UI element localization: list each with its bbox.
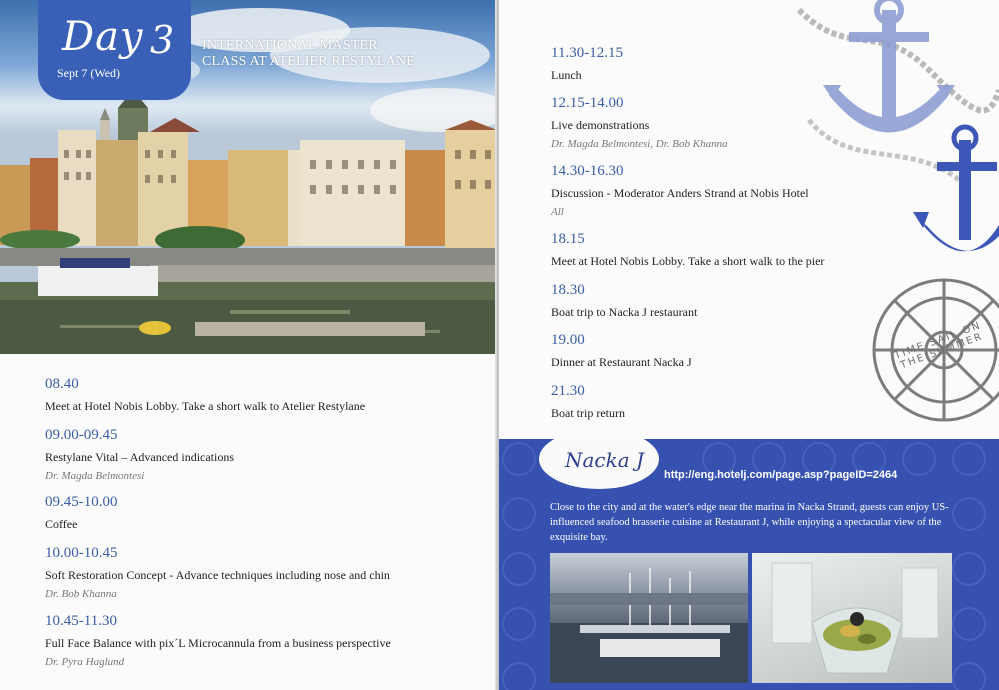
schedule-description: Boat trip return: [551, 406, 625, 420]
schedule-time: 11.30-12.15: [551, 45, 623, 61]
dish-illustration: [752, 553, 952, 683]
schedule-time: 14.30-16.30: [551, 163, 624, 179]
schedule-speaker: Dr. Magda Belmontesi, Dr. Bob Khanna: [551, 138, 728, 150]
headline-line-1: INTERNATIONAL MASTER: [202, 38, 378, 53]
day-number: 3: [150, 18, 175, 62]
schedule-time: 10.45-11.30: [45, 613, 117, 629]
day-word: Day: [62, 14, 144, 60]
schedule-item: [45, 493, 118, 532]
day-badge: [38, 0, 191, 100]
schedule-description: Live demonstrations: [551, 118, 650, 132]
seafood-dish-photo: [752, 553, 952, 683]
schedule-item: [45, 375, 365, 414]
schedule-item: [551, 281, 697, 320]
marina-photo: [550, 553, 748, 683]
schedule-speaker: Dr. Magda Belmontesi: [45, 470, 145, 482]
schedule-time: 18.30: [551, 282, 585, 298]
nacka-description: Close to the city and at the water's edge near the marina in Nacka Strand, guests can enjoy US-influenced seafood brasserie cuisine at Restaurant J, while enjoying a spectacular view of the exquisite bay.: [550, 502, 949, 543]
schedule-time: 18.15: [551, 231, 585, 247]
page-headline: [202, 38, 482, 70]
schedule-description: Boat trip to Nacka J restaurant: [551, 305, 698, 319]
schedule-time: 09.00-09.45: [45, 427, 118, 443]
schedule-description: Full Face Balance with pix´L Microcannula from a business perspective: [45, 636, 391, 650]
schedule-time: 08.40: [45, 376, 79, 392]
schedule-time: 10.00-10.45: [45, 545, 118, 561]
schedule-description: Restylane Vital – Advanced indications: [45, 450, 235, 464]
schedule-description: Meet at Hotel Nobis Lobby. Take a short walk to the pier: [551, 254, 825, 268]
schedule-description: Meet at Hotel Nobis Lobby. Take a short walk to Atelier Restylane: [45, 399, 366, 413]
schedule-speaker: Dr. Bob Khanna: [45, 588, 117, 600]
schedule-description: Soft Restoration Concept - Advance techniques including nose and chin: [45, 568, 390, 582]
schedule-time: 12.15-14.00: [551, 95, 624, 111]
nacka-restaurant-section: [499, 439, 999, 690]
day-date: Sept 7 (Wed): [57, 66, 121, 80]
schedule-item: [551, 162, 809, 219]
left-page: [0, 0, 497, 690]
schedule-description: Lunch: [551, 68, 582, 82]
schedule-description: Discussion - Moderator Anders Strand at Nobis Hotel: [551, 186, 809, 200]
schedule-speaker: Dr. Pyra Haglund: [45, 656, 125, 668]
schedule-time: 21.30: [551, 383, 585, 399]
schedule-time: 19.00: [551, 332, 585, 348]
schedule-item: [45, 612, 391, 669]
schedule-item: [551, 230, 824, 269]
schedule-item: [45, 544, 390, 601]
schedule-description: Coffee: [45, 517, 78, 531]
nacka-label: Nacka J: [565, 448, 645, 472]
schedule-item: [551, 382, 625, 421]
nacka-url-link[interactable]: http://eng.hotelj.com/page.asp?pageID=2464: [664, 469, 898, 481]
decor-stamp-text: TIME SAIL ON THE SUMMER: [893, 319, 985, 372]
marina-illustration: [550, 553, 748, 683]
right-page: [499, 0, 999, 690]
schedule-item: [551, 331, 692, 370]
schedule-time: 09.45-10.00: [45, 494, 118, 510]
schedule-speaker: All: [551, 206, 564, 218]
headline-line-2: CLASS AT ATELIER RESTYLANE: [202, 54, 416, 69]
schedule-item: [551, 44, 623, 83]
schedule-item: [45, 426, 234, 483]
schedule-item: [551, 94, 728, 151]
schedule-description: Dinner at Restaurant Nacka J: [551, 355, 692, 369]
